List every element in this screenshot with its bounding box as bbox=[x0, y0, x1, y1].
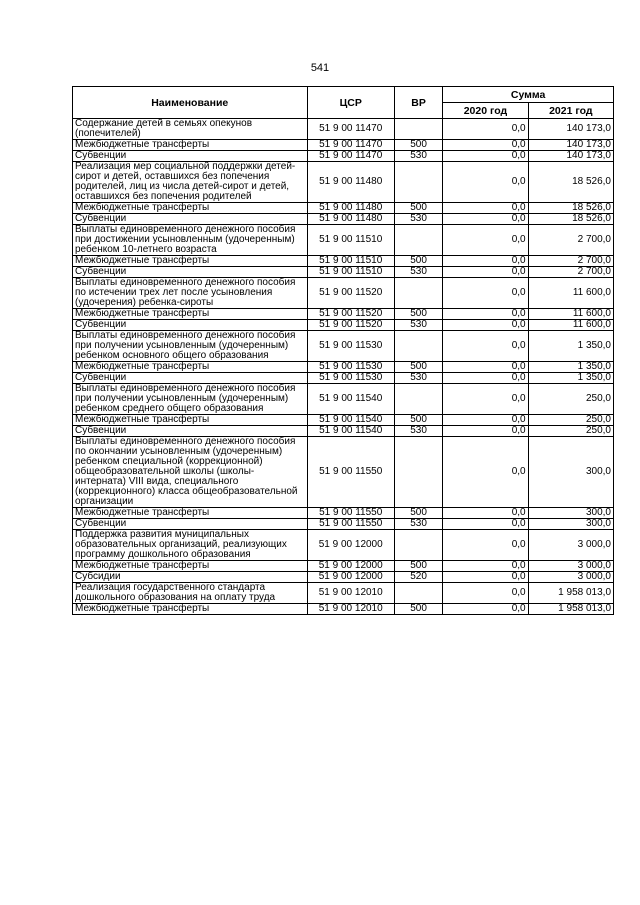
table-row bbox=[73, 256, 614, 267]
cell-csr: 51 9 00 11550 bbox=[307, 508, 394, 519]
cell-name: Межбюджетные трансферты bbox=[73, 140, 308, 151]
cell-2021: 1 350,0 bbox=[528, 331, 613, 362]
table-row bbox=[73, 309, 614, 320]
cell-2021: 2 700,0 bbox=[528, 225, 613, 256]
cell-csr: 51 9 00 11530 bbox=[307, 362, 394, 373]
table-row bbox=[73, 415, 614, 426]
cell-name: Межбюджетные трансферты bbox=[73, 415, 308, 426]
table-row bbox=[73, 508, 614, 519]
cell-vr: 500 bbox=[394, 140, 442, 151]
header-sum: Сумма bbox=[443, 87, 614, 103]
cell-2021: 18 526,0 bbox=[528, 214, 613, 225]
cell-2021: 250,0 bbox=[528, 384, 613, 415]
table-row bbox=[73, 530, 614, 561]
table-body bbox=[73, 119, 614, 615]
cell-name: Субвенции bbox=[73, 267, 308, 278]
cell-vr: 500 bbox=[394, 362, 442, 373]
cell-name: Межбюджетные трансферты bbox=[73, 309, 308, 320]
cell-csr: 51 9 00 12000 bbox=[307, 572, 394, 583]
cell-vr bbox=[394, 583, 442, 604]
cell-name: Выплаты единовременного денежного пособия при получении усыновленным (удочеренным) ребенком основного общего образования bbox=[73, 331, 308, 362]
cell-name: Межбюджетные трансферты bbox=[73, 561, 308, 572]
cell-name: Субсидии bbox=[73, 572, 308, 583]
table-row bbox=[73, 278, 614, 309]
cell-2020: 0,0 bbox=[443, 384, 528, 415]
cell-2021: 1 350,0 bbox=[528, 373, 613, 384]
header-vr: ВР bbox=[394, 87, 442, 119]
cell-vr bbox=[394, 530, 442, 561]
cell-name: Субвенции bbox=[73, 426, 308, 437]
table-row bbox=[73, 362, 614, 373]
cell-2021: 140 173,0 bbox=[528, 151, 613, 162]
cell-2020: 0,0 bbox=[443, 426, 528, 437]
cell-2021: 300,0 bbox=[528, 437, 613, 508]
cell-2020: 0,0 bbox=[443, 267, 528, 278]
cell-2021: 2 700,0 bbox=[528, 256, 613, 267]
cell-2021: 250,0 bbox=[528, 415, 613, 426]
cell-vr: 530 bbox=[394, 151, 442, 162]
cell-name: Выплаты единовременного денежного пособия по истечении трех лет после усыновления (удочерения) ребенка-сироты bbox=[73, 278, 308, 309]
cell-2020: 0,0 bbox=[443, 140, 528, 151]
cell-vr: 500 bbox=[394, 508, 442, 519]
cell-vr bbox=[394, 278, 442, 309]
cell-vr: 500 bbox=[394, 256, 442, 267]
cell-2021: 3 000,0 bbox=[528, 572, 613, 583]
table-row bbox=[73, 151, 614, 162]
cell-2020: 0,0 bbox=[443, 225, 528, 256]
cell-csr: 51 9 00 12000 bbox=[307, 530, 394, 561]
cell-vr: 500 bbox=[394, 203, 442, 214]
cell-2021: 140 173,0 bbox=[528, 140, 613, 151]
table-row bbox=[73, 119, 614, 140]
cell-csr: 51 9 00 11510 bbox=[307, 256, 394, 267]
table-row bbox=[73, 519, 614, 530]
cell-csr: 51 9 00 11520 bbox=[307, 278, 394, 309]
table-row bbox=[73, 225, 614, 256]
cell-2021: 1 958 013,0 bbox=[528, 583, 613, 604]
cell-2021: 11 600,0 bbox=[528, 320, 613, 331]
cell-csr: 51 9 00 11480 bbox=[307, 203, 394, 214]
cell-2020: 0,0 bbox=[443, 151, 528, 162]
cell-vr: 520 bbox=[394, 572, 442, 583]
cell-2021: 11 600,0 bbox=[528, 278, 613, 309]
cell-name: Межбюджетные трансферты bbox=[73, 256, 308, 267]
cell-csr: 51 9 00 11510 bbox=[307, 267, 394, 278]
cell-2021: 300,0 bbox=[528, 508, 613, 519]
header-year-2021: 2021 год bbox=[528, 103, 613, 119]
cell-name: Межбюджетные трансферты bbox=[73, 362, 308, 373]
cell-vr: 530 bbox=[394, 214, 442, 225]
cell-2020: 0,0 bbox=[443, 373, 528, 384]
cell-2020: 0,0 bbox=[443, 561, 528, 572]
table-row bbox=[73, 267, 614, 278]
cell-2020: 0,0 bbox=[443, 162, 528, 203]
cell-name: Реализация мер социальной поддержки детей-сирот и детей, оставшихся без попечения родителей, лиц из числа детей-сирот и детей, оставшихся без попечения родителей bbox=[73, 162, 308, 203]
cell-vr bbox=[394, 384, 442, 415]
cell-name: Межбюджетные трансферты bbox=[73, 508, 308, 519]
cell-vr: 530 bbox=[394, 267, 442, 278]
cell-vr bbox=[394, 225, 442, 256]
cell-vr bbox=[394, 437, 442, 508]
cell-name: Субвенции bbox=[73, 320, 308, 331]
cell-2020: 0,0 bbox=[443, 320, 528, 331]
cell-2020: 0,0 bbox=[443, 119, 528, 140]
cell-2020: 0,0 bbox=[443, 530, 528, 561]
page-number: 541 bbox=[310, 62, 330, 74]
table-row bbox=[73, 426, 614, 437]
cell-2021: 3 000,0 bbox=[528, 561, 613, 572]
cell-vr: 500 bbox=[394, 604, 442, 615]
cell-csr: 51 9 00 11470 bbox=[307, 119, 394, 140]
cell-name: Субвенции bbox=[73, 373, 308, 384]
cell-csr: 51 9 00 12010 bbox=[307, 583, 394, 604]
cell-2020: 0,0 bbox=[443, 309, 528, 320]
cell-vr: 500 bbox=[394, 415, 442, 426]
cell-name: Субвенции bbox=[73, 214, 308, 225]
cell-csr: 51 9 00 12000 bbox=[307, 561, 394, 572]
cell-2020: 0,0 bbox=[443, 519, 528, 530]
cell-name: Выплаты единовременного денежного пособия при получении усыновленным (удочеренным) ребенком среднего общего образования bbox=[73, 384, 308, 415]
cell-csr: 51 9 00 11470 bbox=[307, 151, 394, 162]
cell-csr: 51 9 00 11480 bbox=[307, 214, 394, 225]
table-row bbox=[73, 437, 614, 508]
cell-2021: 140 173,0 bbox=[528, 119, 613, 140]
table-row bbox=[73, 561, 614, 572]
cell-vr: 530 bbox=[394, 426, 442, 437]
cell-2021: 300,0 bbox=[528, 519, 613, 530]
cell-2020: 0,0 bbox=[443, 203, 528, 214]
cell-vr: 500 bbox=[394, 309, 442, 320]
table-row bbox=[73, 140, 614, 151]
cell-name: Содержание детей в семьях опекунов (попечителей) bbox=[73, 119, 308, 140]
cell-name: Субвенции bbox=[73, 151, 308, 162]
cell-2020: 0,0 bbox=[443, 572, 528, 583]
cell-vr: 530 bbox=[394, 373, 442, 384]
cell-csr: 51 9 00 11480 bbox=[307, 162, 394, 203]
cell-2020: 0,0 bbox=[443, 278, 528, 309]
cell-csr: 51 9 00 11550 bbox=[307, 519, 394, 530]
cell-name: Выплаты единовременного денежного пособия при достижении усыновленным (удочеренным) ребенком 10-летнего возраста bbox=[73, 225, 308, 256]
header-name: Наименование bbox=[73, 87, 308, 119]
cell-2020: 0,0 bbox=[443, 604, 528, 615]
cell-2021: 11 600,0 bbox=[528, 309, 613, 320]
cell-2020: 0,0 bbox=[443, 362, 528, 373]
header-csr: ЦСР bbox=[307, 87, 394, 119]
cell-2020: 0,0 bbox=[443, 214, 528, 225]
cell-csr: 51 9 00 11530 bbox=[307, 331, 394, 362]
cell-csr: 51 9 00 11540 bbox=[307, 426, 394, 437]
cell-vr: 530 bbox=[394, 320, 442, 331]
table-row bbox=[73, 604, 614, 615]
table-row bbox=[73, 373, 614, 384]
cell-2021: 18 526,0 bbox=[528, 203, 613, 214]
cell-csr: 51 9 00 11510 bbox=[307, 225, 394, 256]
cell-name: Межбюджетные трансферты bbox=[73, 203, 308, 214]
table-row bbox=[73, 203, 614, 214]
cell-2021: 18 526,0 bbox=[528, 162, 613, 203]
cell-name: Субвенции bbox=[73, 519, 308, 530]
table-row bbox=[73, 320, 614, 331]
cell-2020: 0,0 bbox=[443, 437, 528, 508]
cell-2021: 1 958 013,0 bbox=[528, 604, 613, 615]
cell-vr: 530 bbox=[394, 519, 442, 530]
cell-vr bbox=[394, 331, 442, 362]
cell-csr: 51 9 00 11470 bbox=[307, 140, 394, 151]
cell-name: Реализация государственного стандарта дошкольного образования на оплату труда bbox=[73, 583, 308, 604]
cell-csr: 51 9 00 11550 bbox=[307, 437, 394, 508]
table-row bbox=[73, 572, 614, 583]
table-row bbox=[73, 214, 614, 225]
cell-csr: 51 9 00 11540 bbox=[307, 384, 394, 415]
cell-2021: 1 350,0 bbox=[528, 362, 613, 373]
cell-2020: 0,0 bbox=[443, 256, 528, 267]
table-row bbox=[73, 162, 614, 203]
cell-csr: 51 9 00 11520 bbox=[307, 320, 394, 331]
table-row bbox=[73, 331, 614, 362]
cell-2021: 3 000,0 bbox=[528, 530, 613, 561]
cell-2020: 0,0 bbox=[443, 331, 528, 362]
cell-name: Выплаты единовременного денежного пособия по окончании усыновленным (удочеренным) ребенком специальной (коррекционной) общеобразовательной школы (школы-интерната) VIII вида, специального (коррекционного) класса общеобразовательной организации bbox=[73, 437, 308, 508]
cell-name: Межбюджетные трансферты bbox=[73, 604, 308, 615]
cell-2020: 0,0 bbox=[443, 415, 528, 426]
cell-2020: 0,0 bbox=[443, 508, 528, 519]
cell-2021: 2 700,0 bbox=[528, 267, 613, 278]
cell-csr: 51 9 00 11530 bbox=[307, 373, 394, 384]
cell-vr bbox=[394, 162, 442, 203]
table-row bbox=[73, 384, 614, 415]
cell-csr: 51 9 00 11540 bbox=[307, 415, 394, 426]
cell-vr bbox=[394, 119, 442, 140]
cell-2021: 250,0 bbox=[528, 426, 613, 437]
budget-table bbox=[72, 86, 614, 615]
cell-name: Поддержка развития муниципальных образовательных организаций, реализующих программу дошкольного образования bbox=[73, 530, 308, 561]
cell-csr: 51 9 00 12010 bbox=[307, 604, 394, 615]
header-year-2020: 2020 год bbox=[443, 103, 528, 119]
cell-vr: 500 bbox=[394, 561, 442, 572]
cell-2020: 0,0 bbox=[443, 583, 528, 604]
table-row bbox=[73, 583, 614, 604]
cell-csr: 51 9 00 11520 bbox=[307, 309, 394, 320]
